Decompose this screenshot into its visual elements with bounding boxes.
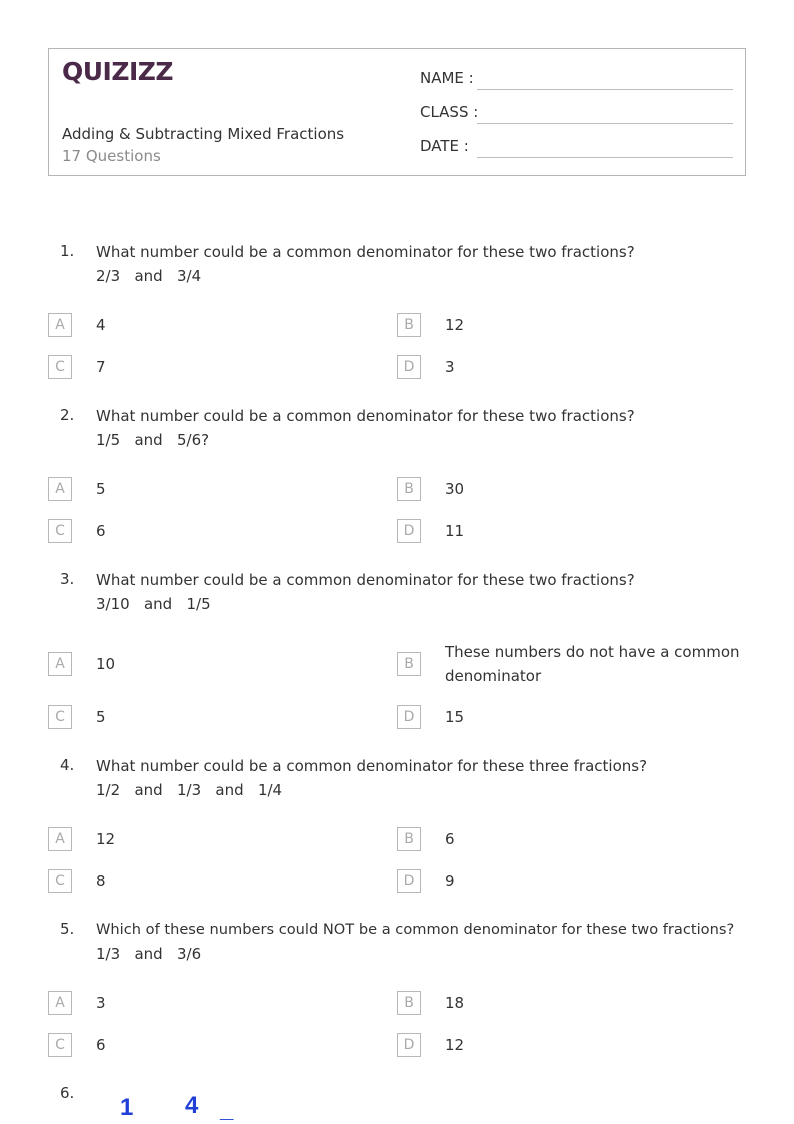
class-line[interactable]	[477, 123, 733, 124]
question-number: 1.	[60, 242, 75, 260]
option-d-text: 9	[445, 872, 455, 890]
option-a-text: 4	[96, 316, 106, 334]
question-text: Which of these numbers could NOT be a common denominator for these two fractions?	[96, 921, 735, 938]
question-fractions: 1/3 and 3/6	[96, 945, 202, 963]
name-line[interactable]	[477, 89, 733, 90]
option-c-text: 7	[96, 358, 106, 376]
option-d-text: 11	[445, 522, 465, 540]
question-count: 17 Questions	[62, 147, 161, 165]
option-b-text: 12	[445, 316, 465, 334]
question-fractions: 1/2 and 1/3 and 1/4	[96, 781, 283, 799]
worksheet-title: Adding & Subtracting Mixed Fractions	[62, 125, 345, 143]
name-label: NAME :	[420, 69, 474, 87]
option-a-text: 3	[96, 994, 106, 1012]
option-d-text: 3	[445, 358, 455, 376]
question-fractions: 2/3 and 3/4	[96, 267, 202, 285]
option-b-box[interactable]: B	[397, 313, 421, 337]
option-c-box[interactable]: C	[48, 869, 72, 893]
fraction-image-digit: 4	[185, 1092, 199, 1119]
option-c-box[interactable]: C	[48, 705, 72, 729]
option-b-box[interactable]: B	[397, 477, 421, 501]
class-label: CLASS :	[420, 103, 479, 121]
date-line[interactable]	[477, 157, 733, 158]
option-b-text: 6	[445, 830, 455, 848]
question-number: 6.	[60, 1084, 75, 1102]
option-c-text: 6	[96, 522, 106, 540]
option-b-text: 30	[445, 480, 465, 498]
date-label: DATE :	[420, 137, 469, 155]
option-c-box[interactable]: C	[48, 355, 72, 379]
question-number: 3.	[60, 570, 75, 588]
quizizz-logo: QUIZIZZ	[62, 57, 174, 86]
option-a-box[interactable]: A	[48, 827, 72, 851]
option-a-text: 12	[96, 830, 116, 848]
option-d-text: 12	[445, 1036, 465, 1054]
question-text: What number could be a common denominator for these two fractions?	[96, 571, 635, 589]
question-fractions: 1/5 and 5/6?	[96, 431, 210, 449]
option-d-box[interactable]: D	[397, 705, 421, 729]
option-c-box[interactable]: C	[48, 519, 72, 543]
option-a-box[interactable]: A	[48, 991, 72, 1015]
option-c-text: 6	[96, 1036, 106, 1054]
option-b-text-line2: denominator	[445, 667, 542, 685]
option-b-box[interactable]: B	[397, 991, 421, 1015]
option-b-box[interactable]: B	[397, 827, 421, 851]
question-number: 2.	[60, 406, 75, 424]
option-d-box[interactable]: D	[397, 519, 421, 543]
option-a-box[interactable]: A	[48, 652, 72, 676]
question-text: What number could be a common denominator for these two fractions?	[96, 243, 635, 261]
question-text: What number could be a common denominator for these three fractions?	[96, 757, 648, 775]
option-d-box[interactable]: D	[397, 355, 421, 379]
question-number: 4.	[60, 756, 75, 774]
option-b-box[interactable]: B	[397, 652, 421, 676]
worksheet-header	[48, 48, 746, 176]
question-text: What number could be a common denominator for these two fractions?	[96, 407, 635, 425]
option-a-text: 10	[96, 655, 116, 673]
option-c-box[interactable]: C	[48, 1033, 72, 1057]
fraction-image-bar: _	[220, 1096, 234, 1123]
question-number: 5.	[60, 920, 75, 938]
option-a-text: 5	[96, 480, 106, 498]
option-b-text: 18	[445, 994, 465, 1012]
option-a-box[interactable]: A	[48, 477, 72, 501]
fraction-image-digit: 1	[120, 1094, 134, 1121]
option-a-box[interactable]: A	[48, 313, 72, 337]
option-d-text: 15	[445, 708, 465, 726]
option-c-text: 8	[96, 872, 106, 890]
question-fractions: 3/10 and 1/5	[96, 595, 211, 613]
option-c-text: 5	[96, 708, 106, 726]
option-d-box[interactable]: D	[397, 869, 421, 893]
option-b-text-line1: These numbers do not have a common	[445, 643, 740, 661]
option-d-box[interactable]: D	[397, 1033, 421, 1057]
